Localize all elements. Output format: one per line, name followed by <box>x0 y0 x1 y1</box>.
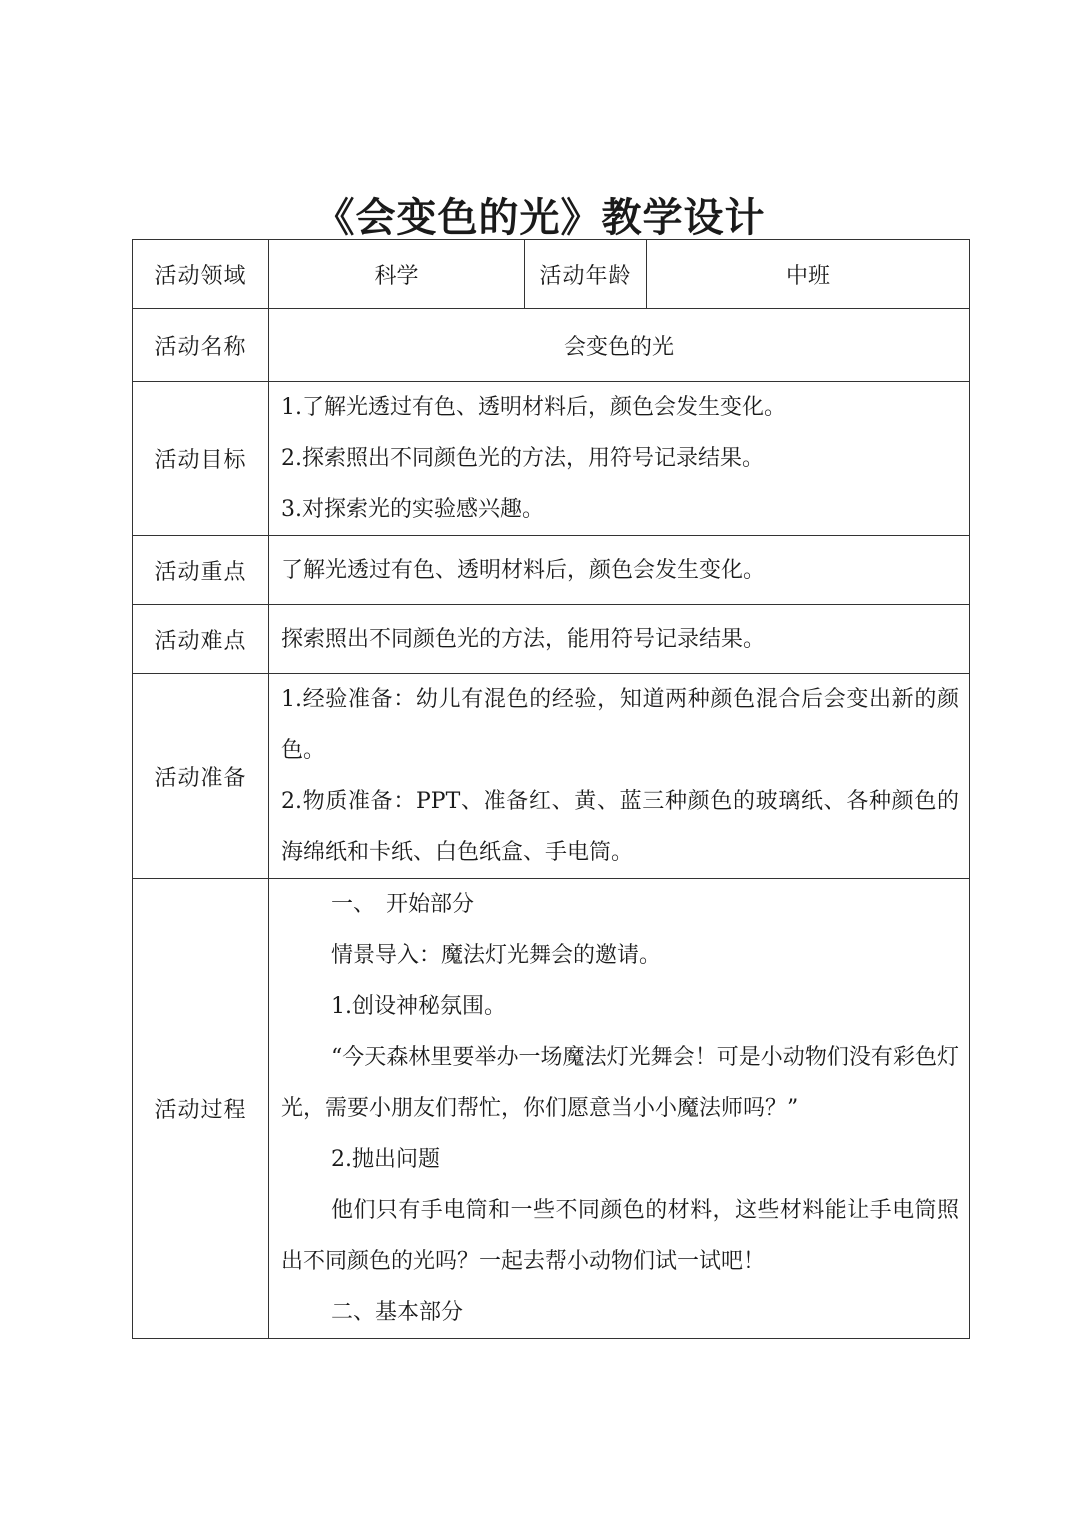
page-title: 《会变色的光》教学设计 <box>314 195 766 241</box>
difficulty-value: 探索照出不同颜色光的方法，能用符号记录结果。 <box>269 605 970 674</box>
name-label: 活动名称 <box>133 309 269 382</box>
domain-label: 活动领域 <box>133 240 269 309</box>
lesson-plan-table <box>132 239 970 1339</box>
row-difficulty <box>133 605 970 674</box>
process-paragraph: 他们只有手电筒和一些不同颜色的材料，这些材料能让手电筒照出不同颜色的光吗？一起去帮小动物们试一试吧！ <box>281 1198 959 1274</box>
row-focus <box>133 536 970 605</box>
row-domain <box>133 240 970 309</box>
process-heading: 一、 开始部分 <box>331 892 475 917</box>
goal-item: 1.了解光透过有色、透明材料后，颜色会发生变化。 <box>281 395 786 420</box>
difficulty-label: 活动难点 <box>133 605 269 674</box>
goals-label: 活动目标 <box>133 382 269 536</box>
process-label: 活动过程 <box>133 879 269 1339</box>
goal-item: 2.探索照出不同颜色光的方法，用符号记录结果。 <box>281 446 764 471</box>
focus-value: 了解光透过有色、透明材料后，颜色会发生变化。 <box>269 536 970 605</box>
row-name <box>133 309 970 382</box>
process-line: 2.抛出问题 <box>331 1147 440 1172</box>
preparation-item: 2.物质准备：PPT、准备红、黄、蓝三种颜色的玻璃纸、各种颜色的海绵纸和卡纸、白色纸盒、手电筒。 <box>281 789 959 865</box>
process-heading: 二、基本部分 <box>331 1300 464 1325</box>
row-goals <box>133 382 970 536</box>
preparation-label: 活动准备 <box>133 674 269 879</box>
age-label: 活动年龄 <box>525 240 647 309</box>
process-line: 1.创设神秘氛围。 <box>331 994 506 1019</box>
preparation-item: 1.经验准备：幼儿有混色的经验，知道两种颜色混合后会变出新的颜色。 <box>281 687 959 763</box>
domain-value: 科学 <box>269 240 525 309</box>
goals-list <box>269 382 970 536</box>
preparation-list <box>269 674 970 879</box>
process-line: 情景导入：魔法灯光舞会的邀请。 <box>331 943 662 968</box>
process-paragraph: “今天森林里要举办一场魔法灯光舞会！可是小动物们没有彩色灯光，需要小朋友们帮忙，你们愿意当小小魔法师吗？” <box>281 1045 959 1121</box>
age-value: 中班 <box>647 240 970 309</box>
process-content <box>269 879 970 1339</box>
row-preparation <box>133 674 970 879</box>
focus-label: 活动重点 <box>133 536 269 605</box>
row-process <box>133 879 970 1339</box>
name-value: 会变色的光 <box>269 309 970 382</box>
goal-item: 3.对探索光的实验感兴趣。 <box>281 497 544 522</box>
